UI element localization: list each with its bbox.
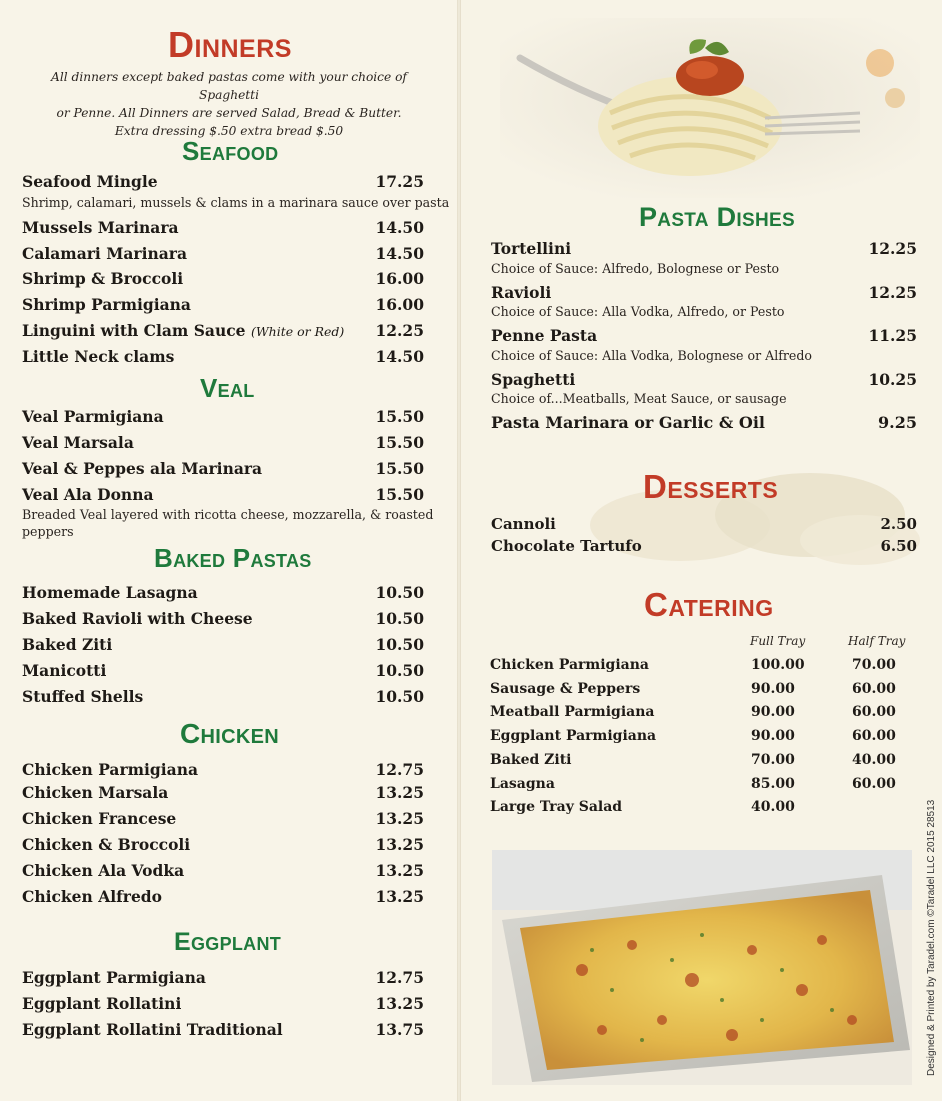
item-name: Linguini with Clam Sauce	[22, 321, 246, 340]
menu-item	[22, 835, 424, 855]
menu-item	[491, 536, 917, 556]
menu-item	[22, 994, 424, 1014]
full-tray-price: 90.00	[751, 704, 795, 720]
item-price: 12.75	[375, 968, 424, 987]
menu-item	[22, 407, 424, 427]
item-description: Choice of...Meatballs, Meat Sauce, or sausage	[491, 391, 787, 406]
item-price: 12.25	[375, 321, 424, 340]
desserts-title: Desserts	[643, 468, 779, 505]
item-name: Baked Ravioli with Cheese	[22, 609, 253, 628]
catering-row	[490, 750, 900, 770]
item-price: 9.25	[878, 413, 917, 432]
page-fold	[457, 0, 461, 1101]
item-name: Chicken Francese	[22, 809, 177, 828]
half-tray-header: Half Tray	[848, 634, 906, 648]
item-name: Chicken Marsala	[22, 783, 169, 802]
catering-row	[490, 702, 900, 722]
baked-pastas-title: Baked Pastas	[154, 543, 312, 573]
item-description: Choice of Sauce: Alfredo, Bolognese or Pesto	[491, 261, 780, 276]
catering-row	[490, 797, 900, 817]
item-price: 15.50	[375, 459, 424, 478]
full-tray-header: Full Tray	[750, 634, 806, 648]
item-name: Seafood Mingle	[22, 172, 158, 191]
item-price: 15.50	[375, 433, 424, 452]
catering-row	[490, 726, 900, 746]
menu-item	[22, 968, 424, 988]
item-price: 14.50	[375, 218, 424, 237]
item-note: (White or Red)	[250, 324, 345, 339]
menu-item	[491, 239, 917, 259]
item-name: Calamari Marinara	[22, 244, 187, 263]
menu-item	[22, 1020, 424, 1040]
menu-item	[22, 809, 424, 829]
item-name: Chicken Parmigiana	[490, 657, 649, 673]
item-price: 16.00	[375, 269, 424, 288]
menu-item	[491, 326, 917, 346]
menu-item	[22, 760, 424, 780]
menu-item	[22, 635, 424, 655]
pasta-fork-photo	[500, 18, 920, 198]
item-name: Ravioli	[491, 283, 552, 302]
item-name: Veal Ala Donna	[22, 485, 154, 504]
item-price: 12.25	[868, 283, 917, 302]
item-price: 17.25	[375, 172, 424, 191]
menu-item	[22, 347, 424, 367]
item-price: 13.25	[375, 835, 424, 854]
baked-ziti-photo	[492, 850, 912, 1085]
dinners-intro	[20, 68, 438, 140]
item-name: Stuffed Shells	[22, 687, 144, 706]
item-name: Chicken Parmigiana	[22, 760, 199, 779]
item-price: 14.50	[375, 244, 424, 263]
menu-item	[491, 413, 917, 433]
item-name: Eggplant Parmigiana	[22, 968, 206, 987]
half-tray-price: 40.00	[852, 752, 896, 768]
item-description: peppers	[22, 524, 74, 539]
item-price: 2.50	[880, 515, 917, 533]
half-tray-price: 60.00	[852, 704, 896, 720]
menu-item	[22, 244, 424, 264]
seafood-title: Seafood	[182, 136, 279, 166]
item-name: Little Neck clams	[22, 347, 175, 366]
item-description: Breaded Veal layered with ricotta cheese, mozzarella, & roasted	[22, 507, 434, 522]
half-tray-price: 60.00	[852, 681, 896, 697]
item-name: Pasta Marinara or Garlic & Oil	[491, 413, 765, 432]
menu-item	[22, 269, 424, 289]
item-name: Sausage & Peppers	[490, 681, 641, 697]
intro-line-2: or Penne. All Dinners are served Salad, Bread & Butter.	[56, 106, 402, 120]
item-price: 10.50	[375, 661, 424, 680]
pasta-dishes-title: Pasta Dishes	[639, 202, 795, 232]
menu-item	[22, 295, 424, 315]
menu-item	[22, 485, 424, 505]
item-name: Eggplant Rollatini	[22, 994, 182, 1013]
item-description: Choice of Sauce: Alla Vodka, Alfredo, or Pesto	[491, 304, 785, 319]
item-price: 10.50	[375, 635, 424, 654]
item-price: 11.25	[868, 326, 917, 345]
menu-item	[22, 609, 424, 629]
full-tray-price: 90.00	[751, 728, 795, 744]
catering-row	[490, 655, 900, 675]
catering-row	[490, 774, 900, 794]
full-tray-price: 100.00	[751, 657, 805, 673]
item-description: Choice of Sauce: Alla Vodka, Bolognese or Alfredo	[491, 348, 812, 363]
menu-item	[22, 433, 424, 453]
item-price: 13.25	[375, 994, 424, 1013]
intro-line-1: All dinners except baked pastas come with your choice of Spaghetti	[51, 70, 407, 102]
full-tray-price: 70.00	[751, 752, 795, 768]
half-tray-price: 60.00	[852, 776, 896, 792]
catering-title: Catering	[644, 586, 774, 623]
item-price: 16.00	[375, 295, 424, 314]
item-price: 15.50	[375, 407, 424, 426]
menu-item	[22, 172, 424, 192]
half-tray-price: 60.00	[852, 728, 896, 744]
item-name: Spaghetti	[491, 370, 576, 389]
item-name: Eggplant Parmigiana	[490, 728, 657, 744]
item-name: Large Tray Salad	[490, 799, 623, 815]
item-name: Veal & Peppes ala Marinara	[22, 459, 263, 478]
item-name: Cannoli	[491, 515, 556, 533]
item-name: Veal Marsala	[22, 433, 134, 452]
item-name: Veal Parmigiana	[22, 407, 164, 426]
item-price: 15.50	[375, 485, 424, 504]
item-name: Chicken Alfredo	[22, 887, 162, 906]
item-name: Mussels Marinara	[22, 218, 179, 237]
item-name: Manicotti	[22, 661, 107, 680]
item-price: 10.25	[868, 370, 917, 389]
menu-item	[491, 283, 917, 303]
full-tray-price: 90.00	[751, 681, 795, 697]
item-name: Chocolate Tartufo	[491, 537, 642, 555]
catering-row	[490, 679, 900, 699]
menu-item	[22, 687, 424, 707]
menu-item	[22, 783, 424, 803]
menu-item	[491, 370, 917, 390]
item-name: Shrimp & Broccoli	[22, 269, 184, 288]
item-name: Shrimp Parmigiana	[22, 295, 191, 314]
item-description: Shrimp, calamari, mussels & clams in a marinara sauce over pasta	[22, 195, 450, 210]
item-name: Lasagna	[490, 776, 555, 792]
item-price: 6.50	[880, 537, 917, 555]
item-price: 12.25	[868, 239, 917, 258]
menu-item	[22, 583, 424, 603]
item-name: Chicken Ala Vodka	[22, 861, 185, 880]
full-tray-price: 40.00	[751, 799, 795, 815]
intro-line-3: Extra dressing $.50 extra bread $.50	[114, 124, 344, 138]
dinners-title: Dinners	[168, 24, 292, 65]
item-name: Chicken & Broccoli	[22, 835, 191, 854]
item-name: Baked Ziti	[22, 635, 113, 654]
menu-item	[22, 861, 424, 881]
credit-text: Designed & Printed by Taradel.com ©Taradel LLC 2015 28513	[926, 799, 937, 1076]
menu-item	[491, 514, 917, 534]
item-price: 13.25	[375, 861, 424, 880]
item-price: 13.25	[375, 783, 424, 802]
item-price: 13.25	[375, 887, 424, 906]
item-name: Homemade Lasagna	[22, 583, 198, 602]
item-price: 12.75	[375, 760, 424, 779]
menu-item	[22, 661, 424, 681]
item-price: 13.25	[375, 809, 424, 828]
item-name: Baked Ziti	[490, 752, 572, 768]
item-name: Eggplant Rollatini Traditional	[22, 1020, 283, 1039]
half-tray-price: 70.00	[852, 657, 896, 673]
item-price: 10.50	[375, 583, 424, 602]
item-price: 13.75	[375, 1020, 424, 1039]
menu-item	[22, 321, 424, 342]
veal-title: Veal	[200, 373, 255, 403]
full-tray-price: 85.00	[751, 776, 795, 792]
chicken-title: Chicken	[180, 718, 279, 749]
menu-item	[22, 887, 424, 907]
menu-item	[22, 218, 424, 238]
item-price: 10.50	[375, 687, 424, 706]
item-name: Tortellini	[491, 239, 572, 258]
menu-item	[22, 459, 424, 479]
item-name: Penne Pasta	[491, 326, 598, 345]
eggplant-title: Eggplant	[174, 928, 282, 956]
item-price: 14.50	[375, 347, 424, 366]
item-price: 10.50	[375, 609, 424, 628]
item-name: Meatball Parmigiana	[490, 704, 655, 720]
